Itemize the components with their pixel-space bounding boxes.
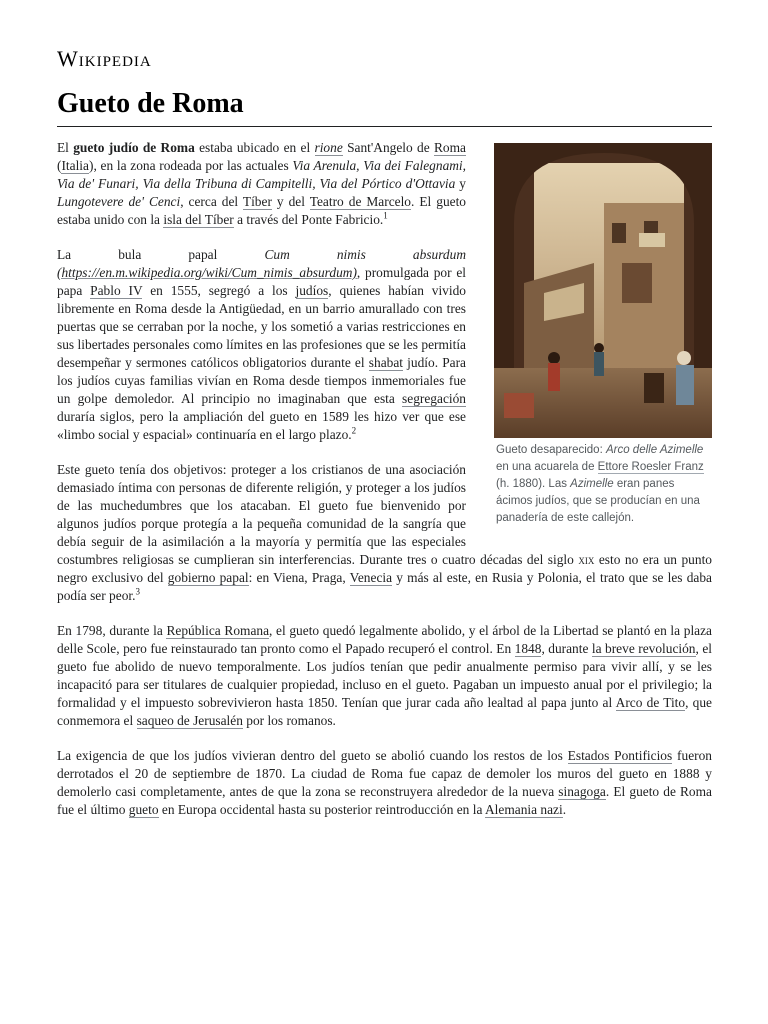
- reference-1[interactable]: 1: [383, 210, 388, 221]
- link-tiber[interactable]: Tíber: [242, 194, 272, 209]
- link-sinagoga[interactable]: sinagoga: [558, 784, 606, 799]
- link-segregacion[interactable]: segregación: [402, 391, 466, 406]
- link-estados-pontificios[interactable]: Estados Pontificios: [567, 748, 673, 763]
- figure-caption: Gueto desaparecido: Arco delle Azimelle en una acuarela de Ettore Roesler Franz (h. 1880). Las Azimelle eran panes ácimos judíos, que se producían en una panadería de este callejón.: [496, 444, 704, 524]
- link-saqueo-de-jerusalen[interactable]: saqueo de Jerusalén: [136, 713, 243, 728]
- link-1848[interactable]: 1848: [514, 641, 542, 656]
- paragraph-1: El gueto judío de Roma estaba ubicado en el rione Sant'Angelo de Roma (Italia), en la zona rodeada por las actuales Via Arenula, Via dei Falegnami, Via de' Funari, Via della Tribuna di Campitelli, Via del Pórtico d'Ottavia y Lungotevere de' Cenci, cerca del Tíber y del Teatro de Marcelo. El gueto estaba unido con la isla del Tíber a través del Ponte Fabricio.$^1$: [57, 140, 467, 227]
- reference-3[interactable]: 3: [135, 586, 140, 597]
- reference-2[interactable]: 2: [351, 425, 357, 436]
- link-ettore-roesler-franz[interactable]: Ettore Roesler Franz: [597, 461, 704, 473]
- article-body: [57, 139, 712, 819]
- paragraph-2: La bula papal Cum nimis absurdum (https://en.m.wikipedia.org/wiki/Cum_nimis_absurdum), promulgada por el papa Pablo IV en 1555, segregó a los judíos, quienes habían vivido libremente en Roma desde la Antigüedad, en un barrio amurallado con tres puertas que se cerraban por la noche, y los sometió a varias restricciones en sus libertades personales como límites en las profesiones que se les permitía desempeñar y sermones católicos obligatorios durante el shabat judío. Para los judíos cuyas familias vivían en Roma desde tiempos inmemoriales fue un golpe demoledor. Al principio no imaginaban que esta segregación duraría siglos, pero la ampliación del gueto en 1589 les hizo ver que ese «limbo social y espacial» continuaría en el largo plazo.$^2$: [57, 247, 467, 442]
- link-roma[interactable]: Roma: [434, 140, 466, 155]
- paragraph-5: La exigencia de que los judíos vivieran dentro del gueto se abolió cuando los restos de los Estados Pontificios fueron derrotados el 20 de septiembre de 1870. La ciudad de Roma fue capaz de demoler los muros del gueto en 1888 y demolerlo casi completamente, antes de que la zona se reconstruyera alrededor de la nueva sinagoga. El gueto de Roma fue el último gueto en Europa occidental hasta su posterior reintroducción en la Alemania nazi.: [57, 748, 712, 817]
- page-title: Gueto de Roma: [57, 86, 712, 127]
- link-shabat[interactable]: shabat: [368, 355, 403, 370]
- link-judios[interactable]: judíos: [295, 283, 329, 298]
- link-alemania-nazi[interactable]: Alemania nazi: [485, 802, 563, 817]
- link-gueto[interactable]: gueto: [128, 802, 159, 817]
- link-arco-de-tito[interactable]: Arco de Tito: [615, 695, 686, 710]
- link-pablo-iv[interactable]: Pablo IV: [90, 283, 143, 298]
- link-gobierno-papal[interactable]: gobierno papal: [167, 570, 249, 585]
- link-venecia[interactable]: Venecia: [349, 570, 393, 585]
- link-italia[interactable]: Italia: [61, 158, 89, 173]
- link-isla-del-tiber[interactable]: isla del Tíber: [163, 212, 234, 227]
- watercolor-image[interactable]: [494, 143, 712, 438]
- wikipedia-wordmark[interactable]: Wikipedia: [57, 46, 152, 71]
- paragraph-4: En 1798, durante la República Romana, el gueto quedó legalmente abolido, y el árbol de la Libertad se plantó en la plaza delle Scole, pero fue reinstaurado tan pronto como el Papado recuperó el control. En 1848, durante la breve revolución, el gueto fue abolido de nuevo temporalmente. Los judíos tenían que pedir anualmente permiso para vivir allí, y se les incapacitó para ser titulares de cualquier propiedad, incluso en el gueto. Pagaban un impuesto anual por el privilegio; la formalidad y el impuesto sobrevivieron hasta 1850. Tenían que jurar cada año lealtad al papa junto al Arco de Tito, que conmemora el saqueo de Jerusalén por los romanos.: [57, 623, 713, 728]
- link-rione[interactable]: rione: [314, 140, 343, 155]
- paragraph-3: Este gueto tenía dos objetivos: proteger a los cristianos de una asociación demasiado íntima con personas de diferente religión, y proteger a los judíos de las muchedumbres que los atacaban. El gueto fue bienvenido por algunos judíos porque protegía a la pequeña comunidad de la sangría que debía seguir de la asimilación a la mayoría y permitía que las especiales costumbres religiosas se cumplieran sin interferencias. Durante tres o cuatro décadas del siglo xix esto no era un punto negro exclusivo del gobierno papal: en Viena, Praga, Venecia y más al este, en Rusia y Polonia, el trato que se les daba podía ser peor.$^3$: [57, 462, 712, 603]
- link-teatro-de-marcelo[interactable]: Teatro de Marcelo: [309, 194, 411, 209]
- link-republica-romana[interactable]: República Romana: [166, 623, 270, 638]
- article-page: [57, 44, 712, 836]
- figure: [494, 143, 712, 527]
- external-link-cum-nimis-absurdum[interactable]: (https://en.m.wikipedia.org/wiki/Cum_nimis_absurdum): [57, 265, 357, 280]
- link-la-breve-revolucion[interactable]: la breve revolución: [591, 641, 696, 656]
